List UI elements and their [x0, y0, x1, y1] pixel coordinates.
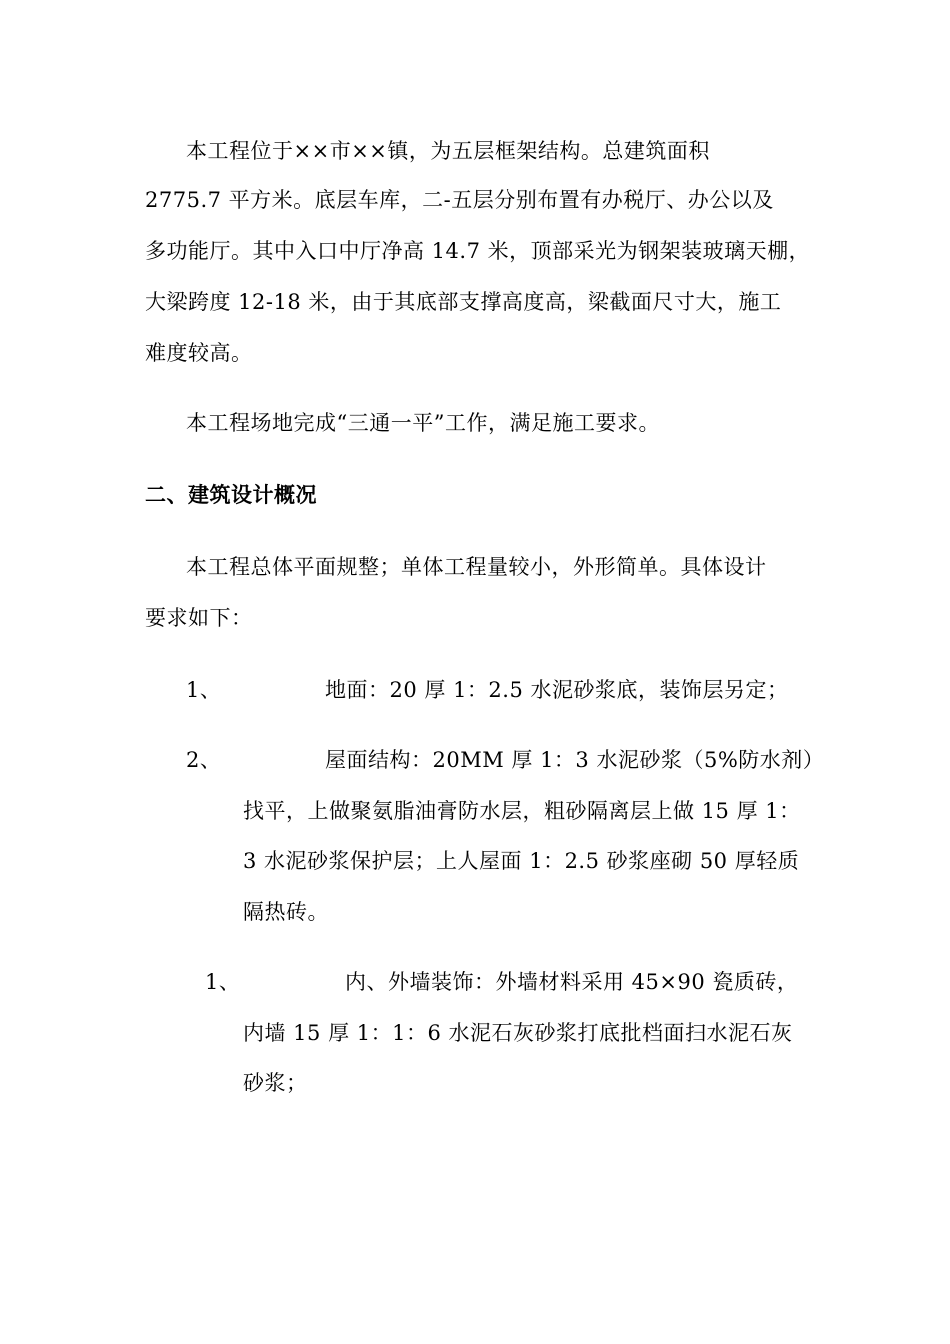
list-item-text: 内、外墙装饰：外墙材料采用 45×90 瓷质砖， [345, 970, 799, 994]
list-item-number: 1、 [205, 970, 241, 994]
list-item-text: 地面：20 厚 1：2.5 水泥砂浆底，装饰层另定； [325, 678, 789, 702]
intro-p2: 本工程场地完成“三通一平”工作，满足施工要求。 [186, 411, 660, 435]
intro-p1-line-5: 难度较高。 [145, 341, 253, 365]
list-item-number: 2、 [186, 748, 222, 772]
intro-p1-line-2: 2775.7 平方米。底层车库，二-五层分别布置有办税厅、办公以及 [145, 188, 774, 212]
intro-p1-line-4: 大梁跨度 12-18 米，由于其底部支撑高度高，梁截面尺寸大，施工 [145, 290, 782, 314]
list-item-text: 屋面结构：20MM 厚 1：3 水泥砂浆（5%防水剂） [325, 748, 825, 772]
section-heading: 二、建筑设计概况 [145, 483, 317, 507]
list-item-continuation: 砂浆； [243, 1071, 308, 1095]
intro-p1-line-3: 多功能厅。其中入口中厅净高 14.7 米，顶部采光为钢架装玻璃天棚， [145, 239, 811, 263]
list-item-continuation: 找平，上做聚氨脂油膏防水层，粗砂隔离层上做 15 厚 1： [243, 799, 801, 823]
list-item-number: 1、 [186, 678, 222, 702]
section-intro-line-1: 本工程总体平面规整；单体工程量较小，外形简单。具体设计 [186, 555, 767, 579]
list-item-continuation: 隔热砖。 [243, 900, 329, 924]
list-item-continuation: 3 水泥砂浆保护层；上人屋面 1：2.5 砂浆座砌 50 厚轻质 [243, 849, 800, 873]
intro-p1-line-1: 本工程位于××市××镇，为五层框架结构。总建筑面积 [186, 139, 710, 163]
list-item-continuation: 内墙 15 厚 1：1：6 水泥石灰砂浆打底批档面扫水泥石灰 [243, 1021, 793, 1045]
section-intro-line-2: 要求如下： [145, 606, 253, 630]
